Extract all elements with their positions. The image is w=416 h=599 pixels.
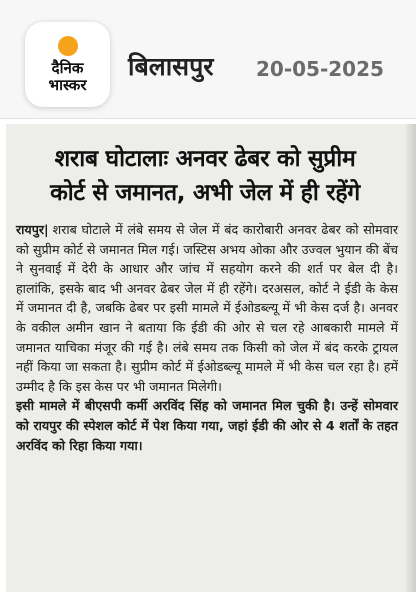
logo-text-line2: भास्कर [48,76,87,94]
headline-line1: शराब घोटालाः अनवर ढेबर को सुप्रीम [54,146,356,172]
logo-text-line1: दैनिक [51,59,84,77]
dainik-bhaskar-logo[interactable] [25,22,110,107]
edition-city: बिलासपुर [128,52,214,81]
paragraph-2: इसी मामले में बीएसपी कर्मी अरविंद सिंह को जमानत मिल चुकी है। उन्हें सोमवार को रायपुर की स्पेशल कोर्ट में पेश किया गया, जहां ईडी की ओर से 4 शर्तों के तहत अरविंद को रिहा किया गया। [16,398,398,453]
headline [12,142,398,210]
article-body [16,220,398,455]
paragraph-1 [16,220,398,396]
news-clipping [6,124,416,592]
dateline: रायपुर| [16,222,49,237]
clipping-edge [406,124,416,592]
sun-icon [58,36,78,56]
paragraph-1-text: शराब घोटाले में लंबे समय से जेल में बंद कारोबारी अनवर ढेबर को सोमवार को सुप्रीम कोर्ट से जमानत मिल गई। जस्टिस अभय ओका और उज्वल भुयान की बेंच ने सुनवाई में देरी के आधार और जांच में सहयोग करने की शर्त पर बेल दी है। हालांकि, इसके बाद भी अनवर ढेबर जेल में ही रहेंगे। दरअसल, कोर्ट ने ईडी के केस में जमानत दी है, जबकि ढेबर पर इसी मामले में ईओडब्ल्यू में भी केस दर्ज है। अनवर के वकील अमीन खान ने बताया कि ईडी की ओर से चल रहे आबकारी मामले में जमानत याचिका मंजूर की गई है। लंबे समय तक किसी को जेल में बंद करके ट्रायल नहीं किया जा सकता है। सुप्रीम कोर्ट में ईओडब्ल्यू मामले में भी केस चल रहा है। हमें उम्मीद है कि इस केस पर भी जमानत मिलेगी। [16,222,398,394]
edition-date: 20-05-2025 [256,57,384,81]
headline-line2: कोर्ट से जमानत, अभी जेल में ही रहेंगे [50,180,360,206]
page-header [0,0,416,119]
